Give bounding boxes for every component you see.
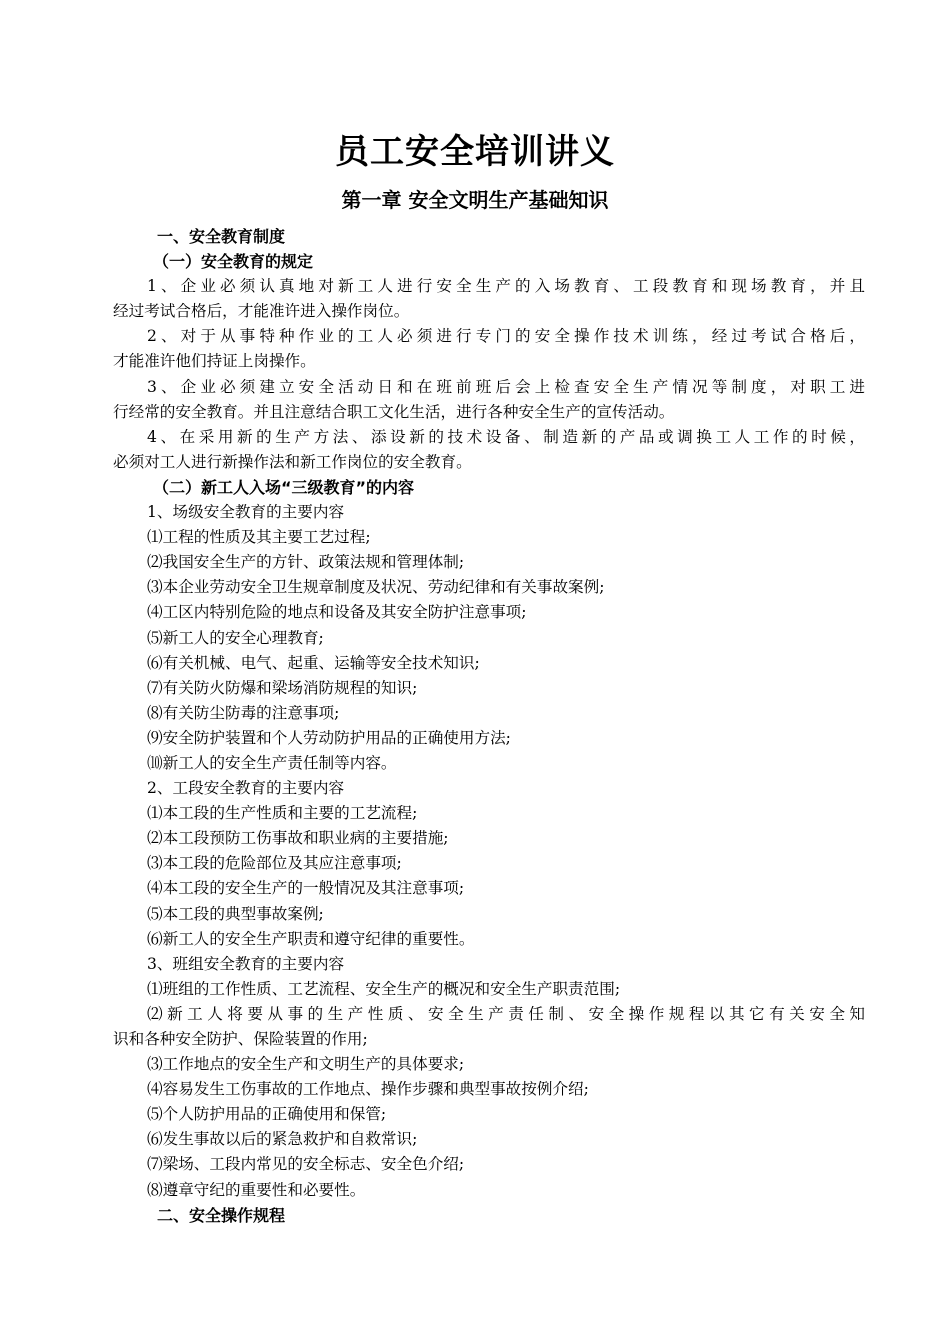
list-item: ⑹新工人的安全生产职责和遵守纪律的重要性。 — [147, 929, 475, 948]
list-item: ⑼安全防护装置和个人劳动防护用品的正确使用方法; — [147, 728, 511, 747]
list-heading: 2、工段安全教育的主要内容 — [147, 779, 345, 798]
list-item: ⑸本工段的典型事故案例; — [147, 904, 324, 923]
list-item-continuation: 识和各种安全防护、保险装置的作用; — [113, 1030, 368, 1048]
paragraph-line: 经过考试合格后，才能准许进入操作岗位。 — [113, 302, 410, 321]
list-item: ⑺梁场、工段内常见的安全标志、安全色介绍; — [147, 1155, 465, 1174]
list-item: ⑴工程的性质及其主要工艺过程; — [147, 528, 371, 547]
list-item: ⑵新工人将要从事的生产性质、安全生产责任制、安全操作规程以其它有关安全知 — [147, 1004, 865, 1023]
chapter-title: 第一章 安全文明生产基础知识 — [341, 188, 609, 212]
subsection-heading: （二）新工人入场“三级教育”的内容 — [153, 477, 415, 497]
paragraph-line: 行经常的安全教育。并且注意结合职工文化生活，进行各种安全生产的宣传活动。 — [113, 402, 675, 421]
subsection-heading: （一）安全教育的规定 — [153, 252, 314, 272]
list-item: ⑻遵章守纪的重要性和必要性。 — [147, 1180, 366, 1199]
list-heading: 1、场级安全教育的主要内容 — [147, 503, 345, 522]
paragraph-line: 2、对于从事特种作业的工人必须进行专门的安全操作技术训练，经过考试合格后， — [147, 327, 865, 346]
list-item: ⑷容易发生工伤事故的工作地点、操作步骤和典型事故按例介绍; — [147, 1080, 589, 1099]
list-item: ⑶本企业劳动安全卫生规章制度及状况、劳动纪律和有关事故案例; — [147, 578, 605, 597]
list-item: ⑴班组的工作性质、工艺流程、安全生产的概况和安全生产职责范围; — [147, 979, 621, 998]
document-title: 员工安全培训讲义 — [335, 132, 615, 172]
list-item: ⑵我国安全生产的方针、政策法规和管理体制; — [147, 553, 465, 572]
section-heading: 一、安全教育制度 — [157, 227, 286, 246]
list-item: ⑹有关机械、电气、起重、运输等安全技术知识; — [147, 653, 480, 672]
paragraph-line: 3、企业必须建立安全活动日和在班前班后会上检查安全生产情况等制度，对职工进 — [147, 377, 865, 396]
paragraph-line: 必须对工人进行新操作法和新工作岗位的安全教育。 — [113, 452, 472, 471]
list-item: ⑻有关防尘防毒的注意事项; — [147, 703, 340, 722]
paragraph-line: 1、企业必须认真地对新工人进行安全生产的入场教育、工段教育和现场教育，并且 — [147, 277, 865, 296]
document-body — [113, 224, 865, 1228]
list-heading: 3、班组安全教育的主要内容 — [147, 954, 345, 973]
paragraph-line: 才能准许他们持证上岗操作。 — [113, 352, 316, 371]
list-item: ⑷本工段的安全生产的一般情况及其注意事项; — [147, 879, 465, 898]
list-item: ⑹发生事故以后的紧急救护和自救常识; — [147, 1130, 418, 1149]
list-item: ⑵本工段预防工伤事故和职业病的主要措施; — [147, 829, 449, 848]
list-item: ⑶工作地点的安全生产和文明生产的具体要求; — [147, 1055, 465, 1074]
list-item: ⑸个人防护用品的正确使用和保管; — [147, 1105, 387, 1124]
list-item: ⑺有关防火防爆和梁场消防规程的知识; — [147, 678, 418, 697]
list-item: ⑸新工人的安全心理教育; — [147, 628, 324, 647]
list-item: ⑽新工人的安全生产责任制等内容。 — [147, 753, 397, 772]
paragraph-line: 4、在采用新的生产方法、添设新的技术设备、制造新的产品或调换工人工作的时候， — [147, 427, 865, 446]
list-item: ⑷工区内特别危险的地点和设备及其安全防护注意事项; — [147, 603, 527, 622]
list-item: ⑶本工段的危险部位及其应注意事项; — [147, 854, 402, 873]
list-item: ⑴本工段的生产性质和主要的工艺流程; — [147, 804, 418, 823]
section-heading: 二、安全操作规程 — [157, 1205, 286, 1225]
